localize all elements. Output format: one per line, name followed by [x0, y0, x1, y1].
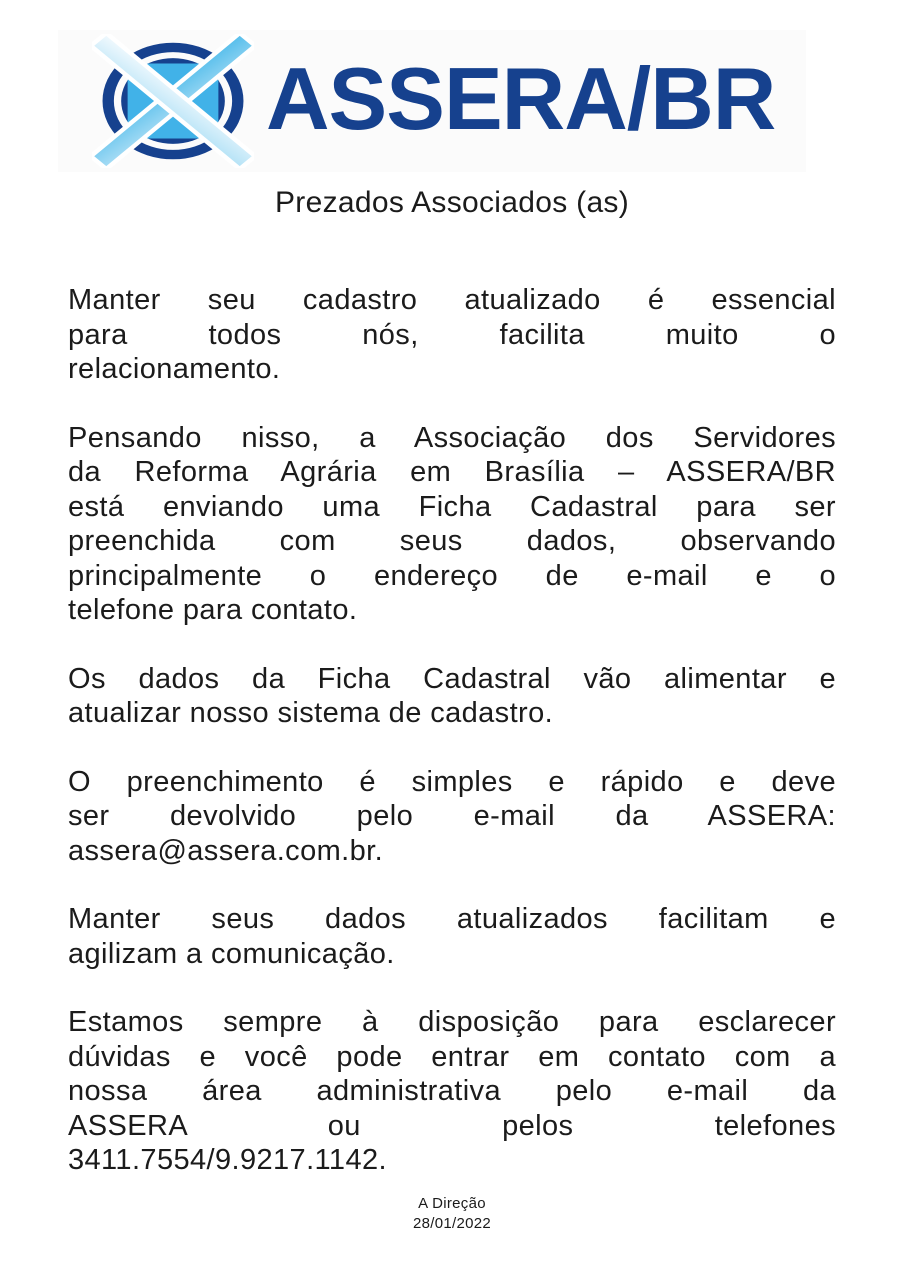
paragraph	[68, 765, 836, 869]
paragraph-line: para todos nós, facilita muito o	[68, 318, 836, 351]
paragraph-line: 3411.7554/9.9217.1142.	[68, 1144, 387, 1176]
paragraph-line: dúvidas e você pode entrar em contato com a	[68, 1040, 836, 1073]
logo-wordmark: ASSERA/BR	[266, 49, 776, 148]
paragraph	[68, 902, 836, 971]
paragraph-line: atualizar nosso sistema de cadastro.	[68, 697, 554, 729]
paragraph-line: O preenchimento é simples e rápido e deve	[68, 765, 836, 798]
paragraph	[68, 662, 836, 731]
paragraph-line: ASSERA ou pelos telefones	[68, 1109, 836, 1142]
paragraph-line: agilizam a comunicação.	[68, 937, 395, 970]
letter-body	[68, 283, 836, 1178]
paragraph	[68, 421, 836, 628]
paragraph-line: está enviando uma Ficha Cadastral para ser	[68, 490, 836, 523]
paragraph-line: Manter seus dados atualizados facilitam e	[68, 903, 836, 935]
assera-x-emblem-icon	[92, 34, 254, 168]
paragraph-line: Estamos sempre à disposição para esclarecer	[68, 1006, 836, 1038]
footer-date: 28/01/2022	[412, 1215, 492, 1232]
footer-signature: A Direção	[418, 1195, 486, 1212]
paragraph-line: relacionamento.	[68, 353, 281, 385]
letter-footer	[0, 1194, 904, 1234]
paragraph	[68, 1005, 836, 1178]
paragraph-line: preenchida com seus dados, observando	[68, 525, 836, 557]
paragraph-line: principalmente o endereço de e-mail e o	[68, 559, 836, 592]
paragraph-line: Os dados da Ficha Cadastral vão alimentar e	[68, 662, 836, 695]
letter-heading: Prezados Associados (as)	[274, 186, 630, 219]
logo-band	[58, 30, 806, 172]
paragraph-line: telefone para contato.	[68, 594, 358, 626]
paragraph-line: Manter seu cadastro atualizado é essencial	[68, 284, 836, 316]
paragraph-line: Pensando nisso, a Associação dos Servidores	[68, 421, 836, 454]
paragraph-line: da Reforma Agrária em Brasília – ASSERA/BR	[68, 456, 836, 488]
paragraph-line: nossa área administrativa pelo e-mail da	[68, 1075, 836, 1107]
paragraph	[68, 283, 836, 387]
paragraph-line: ser devolvido pelo e-mail da ASSERA:	[68, 800, 836, 832]
paragraph-line: assera@assera.com.br.	[68, 834, 384, 867]
